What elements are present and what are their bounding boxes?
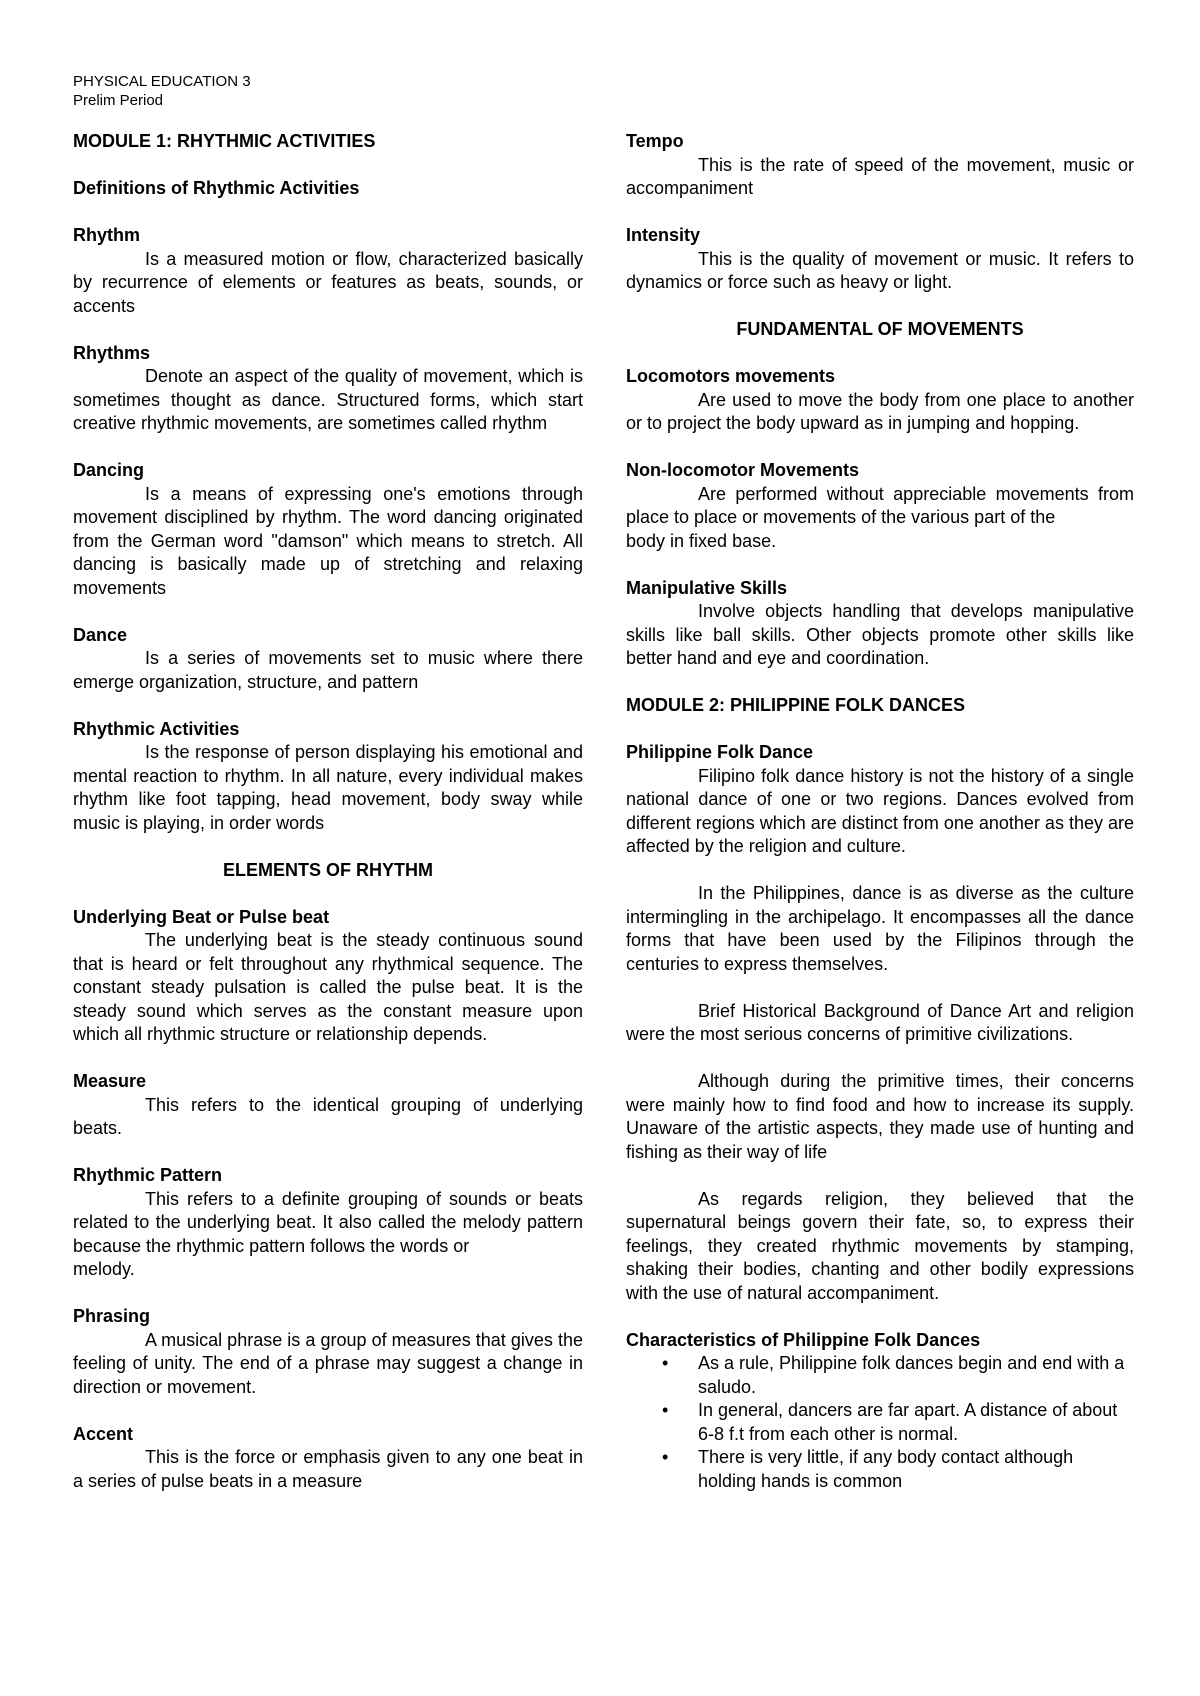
accent-definition: This is the force or emphasis given to any one beat in a series of pulse beats in a measure <box>73 1447 583 1491</box>
bullet-icon: • <box>662 1400 669 1420</box>
folk-dance-paragraph-1: Filipino folk dance history is not the history of a single national dance of one or two regions. Dances evolved from different regions which are distinct from one another as they are affected by the religion and culture. <box>626 765 1134 856</box>
locomotor-term: Locomotors movements <box>626 366 836 386</box>
left-column <box>73 130 583 1517</box>
period-label: Prelim Period <box>73 92 164 109</box>
course-title: PHYSICAL EDUCATION 3 <box>73 73 251 90</box>
dance-term: Dance <box>73 624 128 645</box>
non-locomotor-section <box>626 459 1134 553</box>
characteristics-section <box>626 1329 1134 1494</box>
rhythms-definition: Denote an aspect of the quality of movement, which is sometimes thought as dance. Structured forms, which start creative rhythmic movements, are sometimes called rhythm <box>73 366 583 433</box>
rhythms-term: Rhythms <box>73 342 151 363</box>
list-item-text: As a rule, Philippine folk dances begin and end with a saludo. <box>698 1353 1125 1397</box>
intensity-definition: This is the quality of movement or music. It refers to dynamics or force such as heavy or light. <box>626 248 1134 292</box>
rhythmic-activities-definition: Is the response of person displaying his emotional and mental reaction to rhythm. In all nature, every individual makes rhythm like foot tapping, head movement, body sway while music is playing, in order words <box>73 742 583 833</box>
folk-dance-paragraph-5: As regards religion, they believed that the supernatural beings govern their fate, so, to express their feelings, they created rhythmic movements by stamping, shaking their bodies, chanting and other bodily expressions with the use of natural accompaniment. <box>626 1188 1134 1303</box>
locomotor-section <box>626 365 1134 436</box>
dance-section <box>73 624 583 695</box>
tempo-section <box>626 130 1134 201</box>
measure-definition: This refers to the identical grouping of underlying beats. <box>73 1094 583 1138</box>
folk-dance-paragraph-3: Brief Historical Background of Dance Art and religion were the most serious concerns of primitive civilizations. <box>626 1000 1134 1044</box>
rhythmic-pattern-term: Rhythmic Pattern <box>73 1165 223 1185</box>
list-item <box>662 1352 1134 1399</box>
folk-dance-section <box>626 741 1134 1305</box>
characteristics-list <box>626 1352 1134 1493</box>
characteristics-heading: Characteristics of Philippine Folk Dances <box>626 1329 981 1350</box>
manipulative-term: Manipulative Skills <box>626 577 788 598</box>
manipulative-section <box>626 577 1134 671</box>
bullet-icon: • <box>662 1353 669 1373</box>
measure-section <box>73 1070 583 1141</box>
dancing-definition: Is a means of expressing one's emotions through movement disciplined by rhythm. The word dancing originated from the German word "damson" which means to stretch. All dancing is basically made up of stretching and relaxing movements <box>73 483 583 598</box>
tempo-definition: This is the rate of speed of the movement, music or accompaniment <box>626 154 1134 198</box>
phrasing-section <box>73 1305 583 1399</box>
right-column <box>626 130 1134 1493</box>
page-header <box>73 72 251 110</box>
non-locomotor-definition-end: body in fixed base. <box>626 530 777 551</box>
phrasing-definition: A musical phrase is a group of measures that gives the feeling of unity. The end of a phrase may suggest a change in direction or movement. <box>73 1329 583 1397</box>
rhythm-definition: Is a measured motion or flow, characterized basically by recurrence of elements or features as beats, sounds, or accents <box>73 248 583 316</box>
rhythmic-activities-term: Rhythmic Activities <box>73 718 240 739</box>
module-1-title: MODULE 1: RHYTHMIC ACTIVITIES <box>73 131 376 151</box>
rhythmic-pattern-definition-end: melody. <box>73 1259 135 1279</box>
manipulative-definition: Involve objects handling that develops manipulative skills like ball skills. Other objects promote other skills like better hand and eye and coordination. <box>626 601 1134 668</box>
list-item-text: There is very little, if any body contact although holding hands is common <box>698 1447 1074 1491</box>
accent-section <box>73 1423 583 1494</box>
fundamental-heading: FUNDAMENTAL OF MOVEMENTS <box>736 319 1024 339</box>
dance-definition: Is a series of movements set to music where there emerge organization, structure, and pattern <box>73 648 583 692</box>
definitions-heading: Definitions of Rhythmic Activities <box>73 178 360 198</box>
rhythm-section <box>73 224 583 318</box>
bullet-icon: • <box>662 1447 669 1467</box>
intensity-term: Intensity <box>626 225 701 245</box>
non-locomotor-term: Non-locomotor Movements <box>626 460 860 480</box>
rhythm-term: Rhythm <box>73 225 140 245</box>
folk-dance-paragraph-4: Although during the primitive times, their concerns were mainly how to find food and how to increase its supply. Unaware of the artistic aspects, they made use of hunting and fishing as their way of life <box>626 1071 1134 1162</box>
phrasing-term: Phrasing <box>73 1306 151 1326</box>
locomotor-definition: Are used to move the body from one place to another or to project the body upward as in jumping and hopping. <box>626 389 1134 433</box>
list-item-text: In general, dancers are far apart. A distance of about 6-8 f.t from each other is normal. <box>698 1400 1118 1444</box>
rhythmic-activities-section <box>73 718 583 836</box>
underlying-beat-section <box>73 906 583 1047</box>
non-locomotor-definition: Are performed without appreciable movements from place to place or movements of the various part of the <box>626 483 1134 527</box>
tempo-term: Tempo <box>626 131 684 151</box>
intensity-section <box>626 224 1134 295</box>
underlying-beat-term: Underlying Beat or Pulse beat <box>73 906 330 927</box>
dancing-term: Dancing <box>73 460 145 480</box>
elements-heading: ELEMENTS OF RHYTHM <box>223 859 433 880</box>
folk-dance-paragraph-2: In the Philippines, dance is as diverse as the culture intermingling in the archipelago. It encompasses all the dance forms that have been used by the Filipinos through the centuries to express themselves. <box>626 883 1134 974</box>
rhythmic-pattern-section <box>73 1164 583 1282</box>
dancing-section <box>73 459 583 600</box>
rhythmic-pattern-definition: This refers to a definite grouping of sounds or beats related to the underlying beat. It also called the melody pattern because the rhythmic pattern follows the words or <box>73 1188 583 1256</box>
rhythms-section <box>73 342 583 436</box>
folk-dance-term: Philippine Folk Dance <box>626 742 814 762</box>
list-item <box>662 1399 1134 1446</box>
underlying-beat-definition: The underlying beat is the steady continuous sound that is heard or felt throughout any rhythmical sequence. The constant steady pulsation is called the pulse beat. It is the steady sound which serves as the constant measure upon which all rhythmic structure or relationship depends. <box>73 930 583 1044</box>
accent-term: Accent <box>73 1423 134 1444</box>
list-item <box>662 1446 1134 1493</box>
measure-term: Measure <box>73 1071 147 1091</box>
module-2-title: MODULE 2: PHILIPPINE FOLK DANCES <box>626 695 966 715</box>
